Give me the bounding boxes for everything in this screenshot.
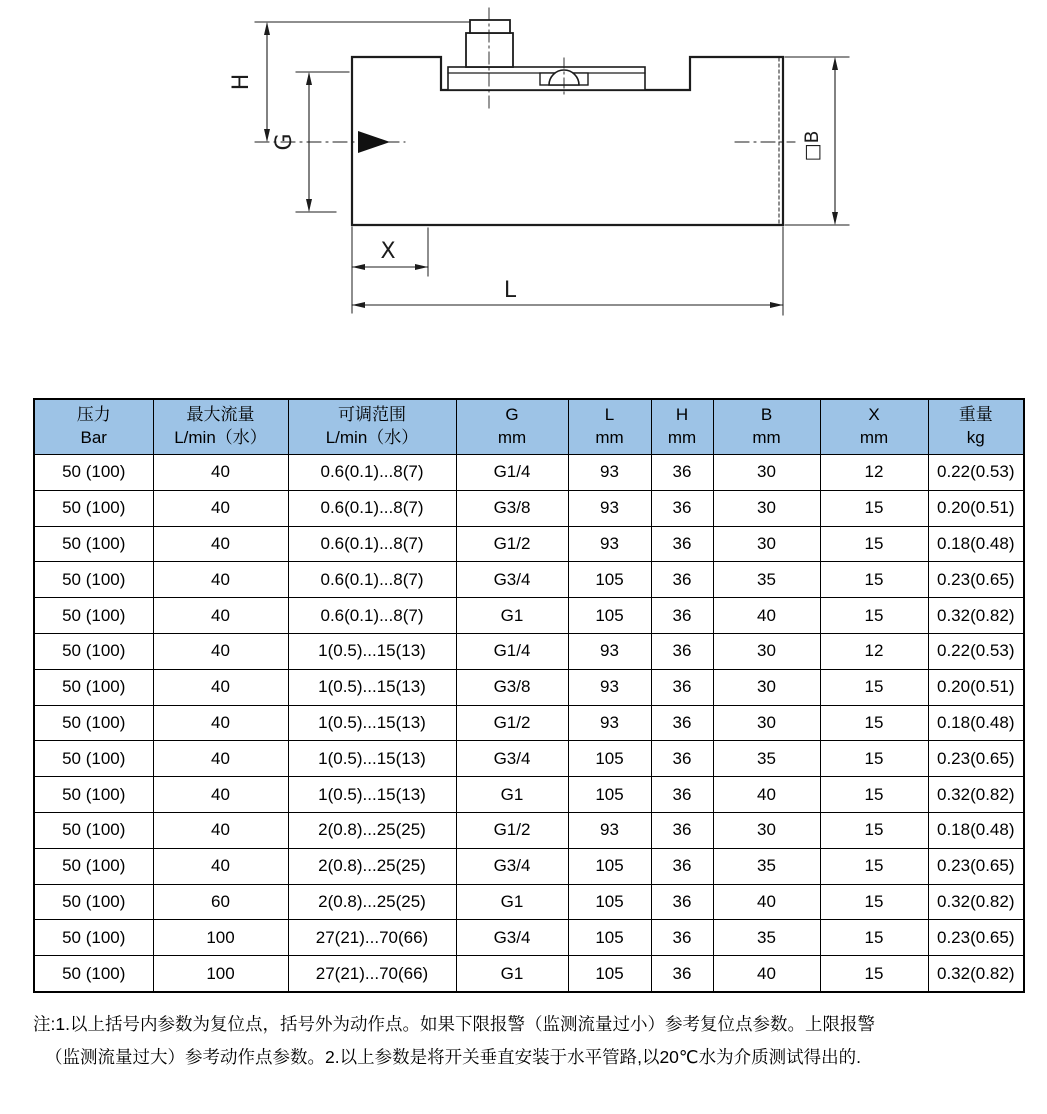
table-cell: 35 (713, 741, 820, 777)
col-header-x: X mm (820, 399, 928, 455)
table-cell: 15 (820, 812, 928, 848)
col-header-weight: 重量 kg (928, 399, 1024, 455)
table-cell: 50 (100) (34, 920, 153, 956)
table-cell: 40 (153, 490, 288, 526)
table-cell: 36 (651, 777, 713, 813)
table-cell: 1(0.5)...15(13) (288, 777, 456, 813)
table-cell: 40 (153, 848, 288, 884)
table-cell: 2(0.8)...25(25) (288, 812, 456, 848)
table-cell: 36 (651, 669, 713, 705)
table-cell: 40 (153, 526, 288, 562)
table-cell: 2(0.8)...25(25) (288, 848, 456, 884)
table-cell: 0.6(0.1)...8(7) (288, 455, 456, 491)
table-cell: 40 (153, 455, 288, 491)
table-cell: 0.23(0.65) (928, 741, 1024, 777)
table-cell: 100 (153, 956, 288, 992)
bolt-shank (466, 33, 513, 67)
table-cell: 1(0.5)...15(13) (288, 669, 456, 705)
b-arrow-down (832, 212, 838, 225)
table-cell: 105 (568, 884, 651, 920)
table-cell: 30 (713, 490, 820, 526)
table-row (34, 956, 1024, 992)
table-cell: 36 (651, 455, 713, 491)
table-cell: 0.23(0.65) (928, 848, 1024, 884)
table-cell: 1(0.5)...15(13) (288, 705, 456, 741)
table-cell: 93 (568, 669, 651, 705)
table-cell: G1 (456, 956, 568, 992)
table-cell: 50 (100) (34, 956, 153, 992)
table-cell: G1/2 (456, 705, 568, 741)
table-cell: 105 (568, 741, 651, 777)
table-cell: 15 (820, 777, 928, 813)
bolt-cap (470, 20, 510, 33)
table-cell: 50 (100) (34, 705, 153, 741)
table-cell: 15 (820, 490, 928, 526)
table-cell: 1(0.5)...15(13) (288, 741, 456, 777)
table-cell: G1/2 (456, 812, 568, 848)
table-cell: 50 (100) (34, 812, 153, 848)
table-cell: 50 (100) (34, 669, 153, 705)
table-cell: 105 (568, 598, 651, 634)
table-cell: 0.32(0.82) (928, 956, 1024, 992)
l-arrow-left (352, 302, 365, 308)
table-cell: 30 (713, 455, 820, 491)
table-cell: 50 (100) (34, 633, 153, 669)
table-cell: 30 (713, 705, 820, 741)
technical-drawing (0, 0, 1047, 340)
table-cell: 40 (153, 669, 288, 705)
table-cell: 105 (568, 956, 651, 992)
table-row (34, 705, 1024, 741)
table-cell: G1 (456, 777, 568, 813)
table-row (34, 920, 1024, 956)
table-cell: 0.6(0.1)...8(7) (288, 598, 456, 634)
dim-label-b: □B (801, 130, 823, 162)
table-cell: 40 (153, 777, 288, 813)
table-cell: 36 (651, 884, 713, 920)
table-cell: 36 (651, 633, 713, 669)
table-cell: 15 (820, 848, 928, 884)
table-cell: 0.18(0.48) (928, 526, 1024, 562)
table-body (34, 455, 1024, 992)
table-cell: 93 (568, 633, 651, 669)
table-cell: 12 (820, 455, 928, 491)
table-cell: 50 (100) (34, 777, 153, 813)
table-cell: G3/8 (456, 490, 568, 526)
h-arrow-down (264, 129, 270, 142)
table-cell: 27(21)...70(66) (288, 920, 456, 956)
table-cell: 105 (568, 777, 651, 813)
table-cell: 0.6(0.1)...8(7) (288, 562, 456, 598)
l-arrow-right (770, 302, 783, 308)
table-cell: 36 (651, 956, 713, 992)
table-row (34, 812, 1024, 848)
table-cell: G1 (456, 598, 568, 634)
table-cell: 36 (651, 526, 713, 562)
table-cell: 0.6(0.1)...8(7) (288, 526, 456, 562)
g-arrow-up (306, 72, 312, 85)
table-cell: 40 (153, 705, 288, 741)
dim-label-g: G (272, 133, 297, 151)
table-row (34, 526, 1024, 562)
table-cell: 50 (100) (34, 490, 153, 526)
table-cell: 40 (153, 598, 288, 634)
table-cell: 40 (713, 884, 820, 920)
table-cell: G3/4 (456, 741, 568, 777)
table-cell: G1/2 (456, 526, 568, 562)
table-cell: 15 (820, 669, 928, 705)
table-cell: 105 (568, 848, 651, 884)
table-row (34, 562, 1024, 598)
b-arrow-up (832, 57, 838, 70)
table-cell: 15 (820, 956, 928, 992)
table-cell: 0.23(0.65) (928, 920, 1024, 956)
spec-table (33, 398, 1025, 993)
col-header-l: L mm (568, 399, 651, 455)
table-cell: 40 (153, 562, 288, 598)
table-cell: 35 (713, 848, 820, 884)
table-cell: G3/8 (456, 669, 568, 705)
table-cell: 30 (713, 669, 820, 705)
table-cell: 27(21)...70(66) (288, 956, 456, 992)
g-arrow-down (306, 199, 312, 212)
table-row (34, 455, 1024, 491)
table-cell: G1/4 (456, 633, 568, 669)
table-cell: 30 (713, 526, 820, 562)
table-cell: 40 (713, 598, 820, 634)
note-line-1: 注:1.以上括号内参数为复位点，括号外为动作点。如果下限报警（监测流量过小）参考复位点参数。上限报警 (33, 1014, 875, 1034)
table-row (34, 777, 1024, 813)
table-cell: 50 (100) (34, 598, 153, 634)
table-cell: G3/4 (456, 562, 568, 598)
table-cell: 40 (153, 741, 288, 777)
table-row (34, 848, 1024, 884)
table-cell: 60 (153, 884, 288, 920)
table-row (34, 598, 1024, 634)
table-cell: G3/4 (456, 920, 568, 956)
table-row (34, 741, 1024, 777)
table-cell: 0.32(0.82) (928, 598, 1024, 634)
table-cell: 15 (820, 884, 928, 920)
notes-block (33, 1008, 1033, 1074)
table-row (34, 633, 1024, 669)
table-cell: 50 (100) (34, 884, 153, 920)
table-cell: 36 (651, 598, 713, 634)
table-cell: 100 (153, 920, 288, 956)
col-header-h: H mm (651, 399, 713, 455)
table-cell: 36 (651, 848, 713, 884)
table-cell: 0.32(0.82) (928, 884, 1024, 920)
table-cell: 93 (568, 490, 651, 526)
table-row (34, 669, 1024, 705)
table-cell: 93 (568, 526, 651, 562)
table-cell: 0.32(0.82) (928, 777, 1024, 813)
table-cell: 0.22(0.53) (928, 633, 1024, 669)
col-header-pressure: 压力 Bar (34, 399, 153, 455)
table-cell: 36 (651, 562, 713, 598)
table-cell: 36 (651, 490, 713, 526)
table-cell: 105 (568, 562, 651, 598)
table-cell: 36 (651, 812, 713, 848)
table-cell: 15 (820, 920, 928, 956)
note-line-2: （监测流量过大）参考动作点参数。2.以上参数是将开关垂直安装于水平管路,以20℃水为介质测试得出的. (45, 1047, 861, 1067)
dim-label-x: X (380, 239, 396, 264)
table-cell: 93 (568, 812, 651, 848)
table-cell: 36 (651, 741, 713, 777)
table-cell: 36 (651, 920, 713, 956)
table-cell: 15 (820, 598, 928, 634)
table-cell: 12 (820, 633, 928, 669)
table-cell: 50 (100) (34, 562, 153, 598)
table-cell: 93 (568, 705, 651, 741)
table-cell: 40 (153, 812, 288, 848)
table-cell: 50 (100) (34, 455, 153, 491)
table-cell: 50 (100) (34, 741, 153, 777)
col-header-adjust-range: 可调范围 L/min（水） (288, 399, 456, 455)
table-cell: G1 (456, 884, 568, 920)
table-header-row (34, 399, 1024, 455)
table-cell: 40 (153, 633, 288, 669)
table-cell: G3/4 (456, 848, 568, 884)
table-row (34, 884, 1024, 920)
table-row (34, 490, 1024, 526)
table-cell: 30 (713, 633, 820, 669)
table-cell: 35 (713, 920, 820, 956)
table-cell: 15 (820, 526, 928, 562)
table-cell: 93 (568, 455, 651, 491)
table-cell: 30 (713, 812, 820, 848)
table-cell: G1/4 (456, 455, 568, 491)
table-cell: 36 (651, 705, 713, 741)
table-cell: 35 (713, 562, 820, 598)
table-cell: 50 (100) (34, 526, 153, 562)
table-cell: 15 (820, 562, 928, 598)
table-cell: 0.20(0.51) (928, 490, 1024, 526)
table-cell: 0.18(0.48) (928, 705, 1024, 741)
table-cell: 0.6(0.1)...8(7) (288, 490, 456, 526)
table-cell: 0.22(0.53) (928, 455, 1024, 491)
dim-label-h: H (229, 73, 254, 91)
table-cell: 15 (820, 705, 928, 741)
x-arrow-right (415, 264, 428, 270)
table-cell: 40 (713, 777, 820, 813)
table-cell: 15 (820, 741, 928, 777)
table-cell: 50 (100) (34, 848, 153, 884)
table-cell: 1(0.5)...15(13) (288, 633, 456, 669)
table-cell: 0.18(0.48) (928, 812, 1024, 848)
col-header-max-flow: 最大流量 L/min（水） (153, 399, 288, 455)
col-header-b: B mm (713, 399, 820, 455)
table-cell: 105 (568, 920, 651, 956)
col-header-g: G mm (456, 399, 568, 455)
table-cell: 0.23(0.65) (928, 562, 1024, 598)
x-arrow-left (352, 264, 365, 270)
h-arrow-up (264, 22, 270, 35)
dim-label-l: L (503, 278, 517, 303)
table-cell: 2(0.8)...25(25) (288, 884, 456, 920)
table-cell: 0.20(0.51) (928, 669, 1024, 705)
table-cell: 40 (713, 956, 820, 992)
